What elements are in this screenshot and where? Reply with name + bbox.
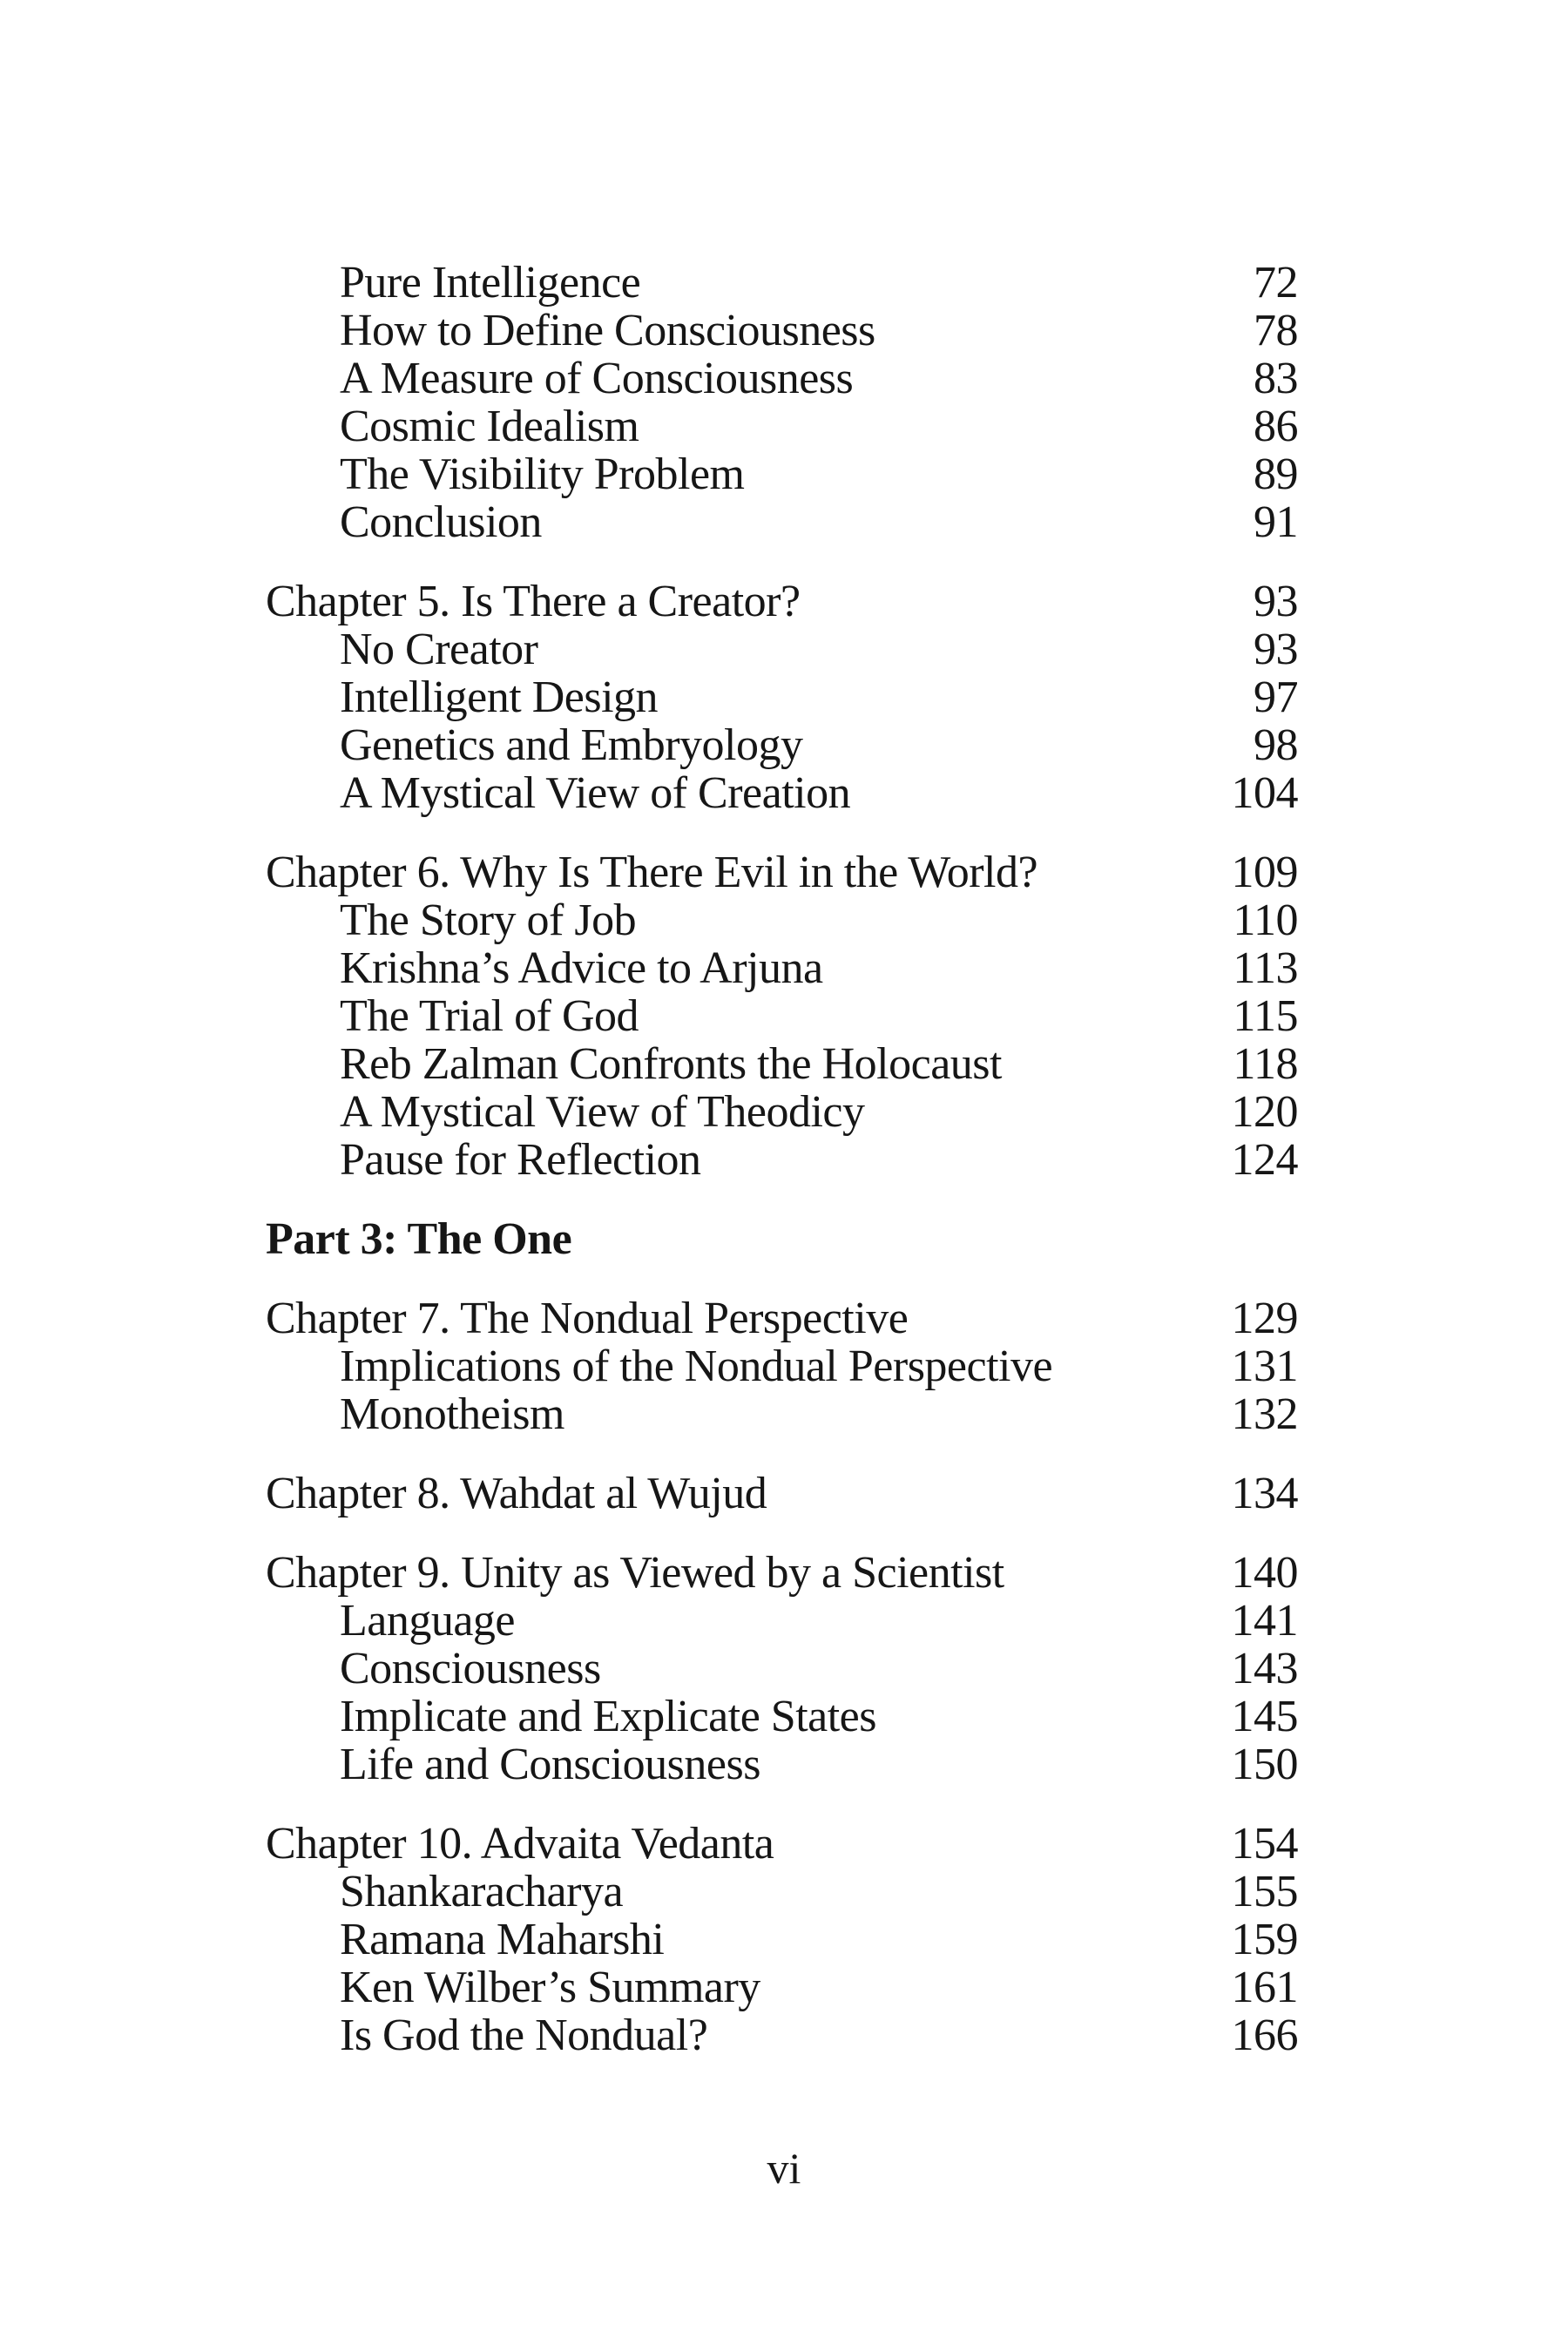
toc-row-sub bbox=[266, 498, 1298, 546]
toc-entry-label: A Mystical View of Creation bbox=[340, 768, 851, 818]
toc-row-part bbox=[266, 1215, 1298, 1263]
toc-row-chapter bbox=[266, 1294, 1298, 1342]
page-number-footer: vi bbox=[767, 2144, 801, 2193]
toc-entry-page: 159 bbox=[1231, 1915, 1298, 1964]
table-of-contents bbox=[266, 259, 1298, 2059]
toc-row-sub bbox=[266, 1088, 1298, 1136]
toc-row-sub bbox=[266, 1342, 1298, 1390]
toc-row-chapter bbox=[266, 1820, 1298, 1868]
toc-entry-page: 104 bbox=[1231, 768, 1298, 818]
toc-entry-page: 155 bbox=[1231, 1867, 1298, 1916]
toc-entry-page: 141 bbox=[1231, 1596, 1298, 1646]
toc-entry-label: Ken Wilber’s Summary bbox=[340, 1963, 760, 2012]
toc-entry-label: The Story of Job bbox=[340, 896, 637, 945]
toc-row-sub bbox=[266, 625, 1298, 673]
toc-row-sub bbox=[266, 1597, 1298, 1645]
toc-entry-label: Chapter 7. The Nondual Perspective bbox=[266, 1294, 909, 1343]
toc-entry-page: 89 bbox=[1254, 449, 1298, 499]
toc-entry-label: Shankaracharya bbox=[340, 1867, 624, 1916]
toc-entry-page: 140 bbox=[1231, 1548, 1298, 1598]
toc-entry-page: 161 bbox=[1231, 1963, 1298, 2012]
toc-entry-page: 131 bbox=[1231, 1342, 1298, 1391]
toc-entry-label: A Measure of Consciousness bbox=[340, 354, 854, 403]
toc-entry-label: The Trial of God bbox=[340, 991, 639, 1041]
toc-row-sub bbox=[266, 450, 1298, 498]
toc-entry-page: 166 bbox=[1231, 2011, 1298, 2060]
toc-entry-label: Monotheism bbox=[340, 1389, 564, 1439]
toc-entry-page: 150 bbox=[1231, 1740, 1298, 1789]
toc-row-sub bbox=[266, 259, 1298, 307]
toc-row-sub bbox=[266, 1693, 1298, 1740]
toc-entry-label: Chapter 10. Advaita Vedanta bbox=[266, 1819, 774, 1869]
toc-entry-page: 110 bbox=[1233, 896, 1298, 945]
toc-row-sub bbox=[266, 1040, 1298, 1088]
toc-row-chapter bbox=[266, 1549, 1298, 1597]
toc-row-sub bbox=[266, 355, 1298, 402]
toc-entry-page: 98 bbox=[1254, 720, 1298, 770]
toc-entry-label: Pause for Reflection bbox=[340, 1135, 701, 1185]
toc-entry-label: The Visibility Problem bbox=[340, 449, 745, 499]
toc-row-sub bbox=[266, 2011, 1298, 2059]
toc-entry-page: 78 bbox=[1254, 306, 1298, 355]
toc-row-sub bbox=[266, 673, 1298, 721]
toc-entry-label: Is God the Nondual? bbox=[340, 2011, 708, 2060]
toc-entry-label: Pure Intelligence bbox=[340, 258, 641, 308]
toc-entry-page: 86 bbox=[1254, 402, 1298, 451]
toc-row-sub bbox=[266, 1963, 1298, 2011]
toc-entry-page: 118 bbox=[1233, 1039, 1298, 1089]
toc-entry-label: Krishna’s Advice to Arjuna bbox=[340, 943, 823, 993]
toc-row-sub bbox=[266, 992, 1298, 1040]
toc-entry-page: 143 bbox=[1231, 1644, 1298, 1693]
toc-row-sub bbox=[266, 769, 1298, 817]
toc-row-sub bbox=[266, 1645, 1298, 1693]
toc-entry-label: Conclusion bbox=[340, 497, 542, 547]
toc-row-sub bbox=[266, 307, 1298, 355]
toc-entry-page: 93 bbox=[1254, 577, 1298, 626]
toc-entry-label: No Creator bbox=[340, 625, 538, 674]
toc-entry-label: A Mystical View of Theodicy bbox=[340, 1087, 865, 1137]
toc-entry-label: How to Define Consciousness bbox=[340, 306, 875, 355]
toc-entry-label: Chapter 9. Unity as Viewed by a Scientist bbox=[266, 1548, 1004, 1598]
toc-entry-page: 124 bbox=[1231, 1135, 1298, 1185]
toc-entry-label: Chapter 5. Is There a Creator? bbox=[266, 577, 801, 626]
toc-entry-page: 72 bbox=[1254, 258, 1298, 308]
toc-entry-page: 91 bbox=[1254, 497, 1298, 547]
toc-entry-label: Implications of the Nondual Perspective bbox=[340, 1342, 1053, 1391]
toc-row-chapter bbox=[266, 848, 1298, 896]
toc-entry-label: Chapter 8. Wahdat al Wujud bbox=[266, 1469, 767, 1518]
toc-row-sub bbox=[266, 402, 1298, 450]
toc-entry-page: 132 bbox=[1231, 1389, 1298, 1439]
toc-entry-page: 115 bbox=[1233, 991, 1298, 1041]
toc-entry-label: Part 3: The One bbox=[266, 1214, 572, 1264]
toc-row-sub bbox=[266, 1740, 1298, 1788]
toc-entry-label: Life and Consciousness bbox=[340, 1740, 760, 1789]
toc-entry-label: Chapter 6. Why Is There Evil in the World? bbox=[266, 848, 1038, 897]
toc-entry-page: 134 bbox=[1231, 1469, 1298, 1518]
toc-row-sub bbox=[266, 1390, 1298, 1438]
toc-entry-page: 154 bbox=[1231, 1819, 1298, 1869]
toc-entry-label: Genetics and Embryology bbox=[340, 720, 803, 770]
toc-row-sub bbox=[266, 944, 1298, 992]
toc-row-sub bbox=[266, 1868, 1298, 1916]
toc-row-chapter bbox=[266, 1470, 1298, 1517]
toc-entry-page: 97 bbox=[1254, 672, 1298, 722]
toc-row-sub bbox=[266, 1916, 1298, 1963]
toc-entry-label: Consciousness bbox=[340, 1644, 601, 1693]
toc-row-sub bbox=[266, 896, 1298, 944]
toc-entry-label: Implicate and Explicate States bbox=[340, 1692, 876, 1741]
toc-entry-page: 109 bbox=[1231, 848, 1298, 897]
toc-entry-page: 120 bbox=[1231, 1087, 1298, 1137]
toc-entry-page: 145 bbox=[1231, 1692, 1298, 1741]
toc-entry-page: 83 bbox=[1254, 354, 1298, 403]
toc-entry-page: 93 bbox=[1254, 625, 1298, 674]
toc-entry-label: Language bbox=[340, 1596, 516, 1646]
toc-entry-page: 129 bbox=[1231, 1294, 1298, 1343]
toc-entry-label: Reb Zalman Confronts the Holocaust bbox=[340, 1039, 1002, 1089]
toc-entry-label: Cosmic Idealism bbox=[340, 402, 639, 451]
toc-entry-page: 113 bbox=[1233, 943, 1298, 993]
toc-entry-label: Intelligent Design bbox=[340, 672, 659, 722]
toc-row-sub bbox=[266, 1136, 1298, 1184]
toc-entry-label: Ramana Maharshi bbox=[340, 1915, 665, 1964]
toc-row-chapter bbox=[266, 578, 1298, 625]
toc-row-sub bbox=[266, 721, 1298, 769]
